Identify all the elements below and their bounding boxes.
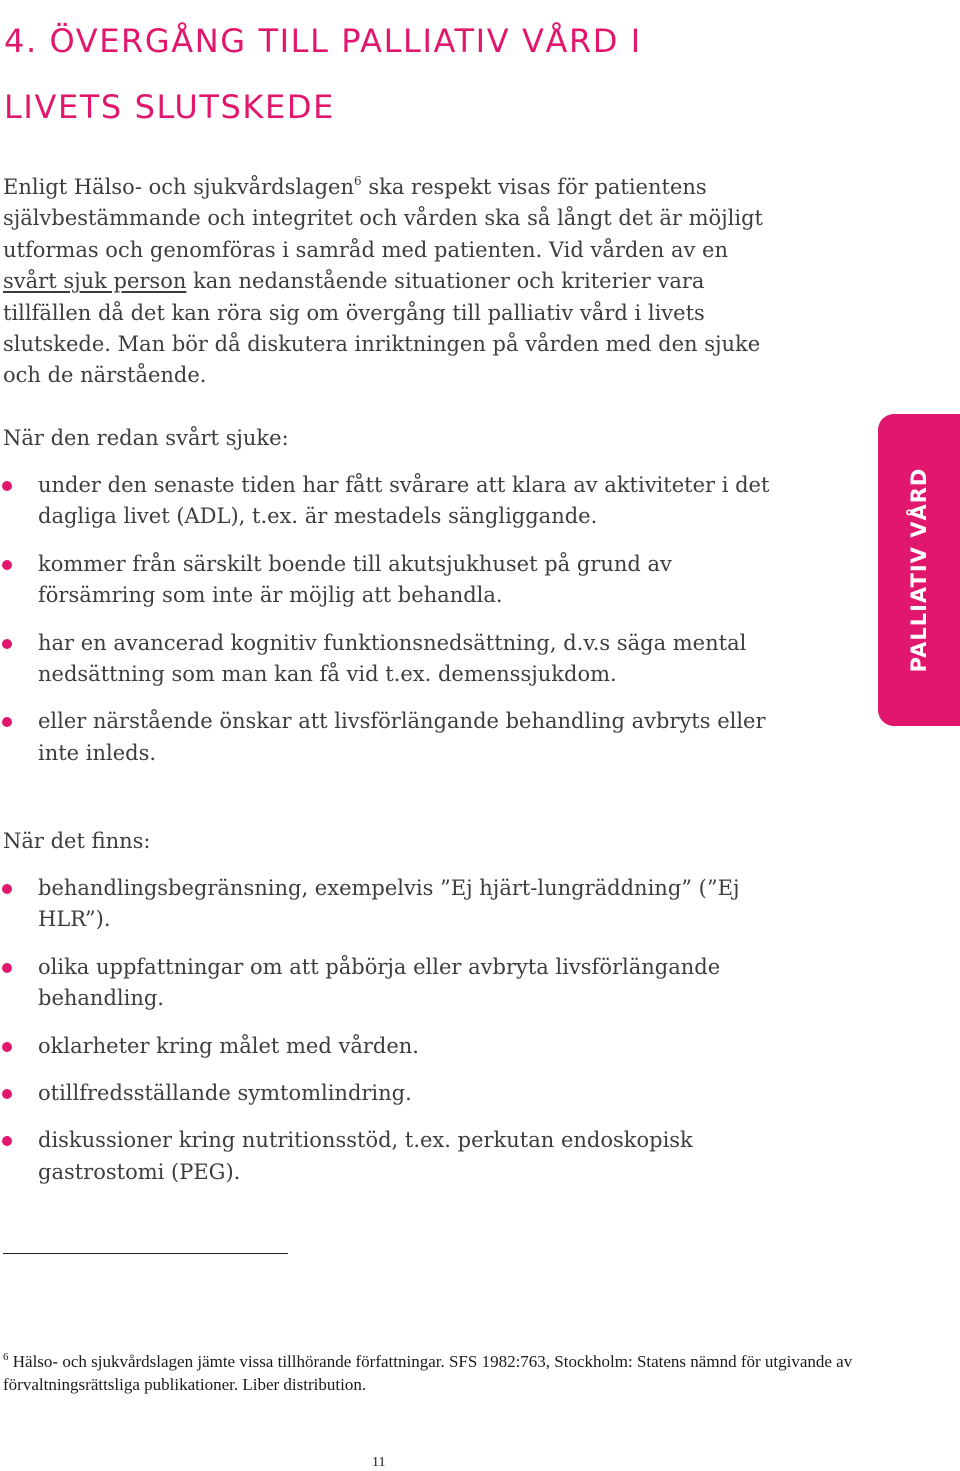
list-item bbox=[0, 1078, 770, 1109]
bullet-icon bbox=[2, 1136, 12, 1146]
list-item bbox=[0, 952, 770, 1015]
list-item-text: diskussioner kring nutritionsstöd, t.ex. perkutan endoskopisk gastrostomi (PEG). bbox=[38, 1128, 693, 1184]
chapter-heading-line2: LIVETS SLUTSKEDE bbox=[4, 88, 335, 126]
chapter-heading bbox=[4, 8, 642, 140]
footnote-text: Hälso- och sjukvårdslagen jämte vissa tillhörande författningar. SFS 1982:763, Stockholm: Statens nämnd för utgivande av förvaltningsrättsliga publikationer. Liber distribution. bbox=[3, 1352, 853, 1394]
list-item-text: behandlingsbegränsning, exempelvis ”Ej hjärt-lungräddning” (”Ej HLR”). bbox=[38, 876, 740, 932]
list-item-text: eller närstående önskar att livsförlängande behandling avbryts eller inte inleds. bbox=[38, 709, 766, 765]
underlined-term: svårt sjuk person bbox=[3, 269, 187, 294]
list-item bbox=[0, 549, 770, 612]
section2-lead: När det finns: bbox=[3, 829, 151, 853]
list-item bbox=[0, 1125, 770, 1188]
list-item-text: kommer från särskilt boende till akutsjukhuset på grund av försämring som inte är möjlig att behandla. bbox=[38, 551, 672, 608]
chapter-heading-line1: 4. ÖVERGÅNG TILL PALLIATIV VÅRD I bbox=[4, 22, 642, 60]
list-item-text: har en avancerad kognitiv funktionsnedsättning, d.v.s säga mental nedsättning som man kan få vid t.ex. demenssjukdom. bbox=[38, 630, 747, 687]
intro-text-1: Enligt Hälso- och sjukvårdslagen bbox=[3, 175, 355, 199]
bullet-icon bbox=[2, 884, 12, 894]
section1-lead: När den redan svårt sjuke: bbox=[3, 426, 289, 450]
intro-text-3: kan nedanstående situationer och kriterier vara tillfällen då det kan röra sig om övergång till palliativ vård i livets slutskede. Man bör då diskutera inriktningen på vården med den sjuke och de närstående. bbox=[3, 269, 761, 388]
list-item-text: under den senaste tiden har fått svårare att klara av aktiviteter i det dagliga livet (ADL), t.ex. är mestadels sängliggande. bbox=[38, 473, 770, 529]
footnote-number: 6 bbox=[3, 1351, 9, 1363]
page-number: 11 bbox=[372, 1455, 386, 1470]
list-item bbox=[0, 706, 770, 769]
section1-list bbox=[0, 470, 770, 769]
bullet-icon bbox=[2, 1089, 12, 1099]
footnote-divider bbox=[3, 1253, 288, 1254]
intro-text-2: ska respekt visas för patientens självbestämmande och integritet och vården ska så långt det är möjligt utformas och genomföras i samråd med patienten. Vid vården av en bbox=[3, 175, 763, 262]
list-item bbox=[0, 628, 770, 691]
bullet-icon bbox=[2, 1042, 12, 1052]
intro-paragraph bbox=[3, 172, 773, 392]
footnote bbox=[3, 1350, 903, 1396]
list-item-text: otillfredsställande symtomlindring. bbox=[38, 1081, 412, 1106]
list-item bbox=[0, 470, 770, 533]
list-item-text: oklarheter kring målet med vården. bbox=[38, 1033, 419, 1058]
bullet-icon bbox=[2, 560, 12, 570]
bullet-icon bbox=[2, 481, 12, 491]
list-item bbox=[0, 873, 770, 936]
list-item-text: olika uppfattningar om att påbörja eller avbryta livsförlängande behandling. bbox=[38, 954, 721, 1011]
bullet-icon bbox=[2, 639, 12, 649]
bullet-icon bbox=[2, 963, 12, 973]
side-tab-label: PALLIATIV VÅRD bbox=[907, 467, 931, 673]
bullet-icon bbox=[2, 717, 12, 727]
side-tab bbox=[878, 414, 960, 726]
list-item bbox=[0, 1031, 770, 1062]
section2-list bbox=[0, 873, 770, 1188]
footnote-reference[interactable]: 6 bbox=[354, 174, 362, 188]
